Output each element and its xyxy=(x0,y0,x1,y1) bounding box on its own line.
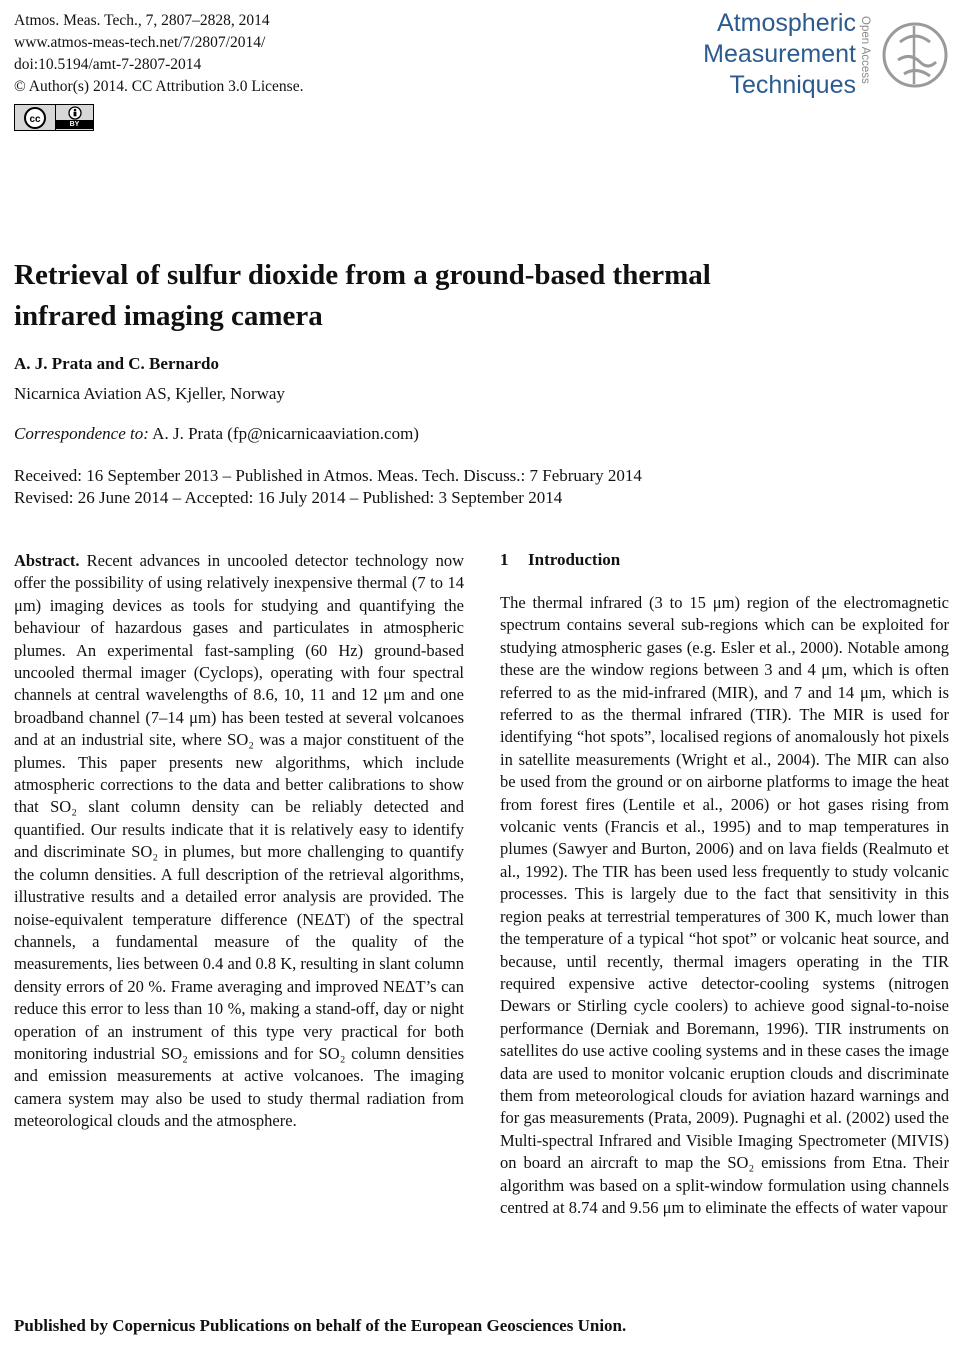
citation-line: Atmos. Meas. Tech., 7, 2807–2828, 2014 xyxy=(14,12,270,29)
open-access-label xyxy=(858,12,872,98)
citation-block xyxy=(14,10,303,98)
svg-text:cc: cc xyxy=(29,113,41,125)
journal-name-line: Techniques xyxy=(729,71,856,99)
authors: A. J. Prata and C. Bernardo xyxy=(14,354,219,373)
journal-name xyxy=(703,8,856,101)
affiliation: Nicarnica Aviation AS, Kjeller, Norway xyxy=(14,384,285,403)
cc-by-license-icon[interactable] xyxy=(14,104,94,131)
correspondence-value[interactable]: A. J. Prata (fp@nicarnicaaviation.com) xyxy=(148,424,419,443)
abstract-label: Abstract. xyxy=(14,551,80,570)
section-title: Introduction xyxy=(528,550,621,569)
egu-logo-icon xyxy=(880,12,950,98)
journal-url[interactable]: www.atmos-meas-tech.net/7/2807/2014/ xyxy=(14,34,266,51)
publisher-footer: Published by Copernicus Publications on behalf of the European Geosciences Union. xyxy=(14,1316,627,1335)
license-line: © Author(s) 2014. CC Attribution 3.0 License. xyxy=(14,78,304,95)
open-access-text: Open Access xyxy=(859,16,871,84)
article-title xyxy=(14,255,914,337)
section-number: 1 xyxy=(500,550,509,569)
by-label: BY xyxy=(56,120,93,129)
correspondence xyxy=(14,424,419,444)
title-line: Retrieval of sulfur dioxide from a ground-based thermal xyxy=(14,259,711,291)
journal-name-line: Atmospheric xyxy=(717,9,856,37)
cc-logo-icon xyxy=(15,105,55,130)
abstract-text: Recent advances in uncooled detector technology now offer the possibility of using relatively inexpensive thermal (7 to 14 μm) imaging devices as tools for studying and quantifying the behaviour of hazardous gases and particulates in atmospheric plumes. An experimental fast-sampling (60 Hz) ground-based uncooled thermal imager (Cyclops), operating with four spectral channels at central wavelengths of 8.6, 10, 11 and 12 μm and one broadband channel (7–14 μm) has been tested at several volcanoes and at an industrial site, where SO₂ was a major constituent of the plumes. This paper presents new algorithms, which include atmospheric corrections to the data and better calibrations to show that SO₂ slant column density can be reliably detected and quantified. Our results indicate that it is relatively easy to identify and discriminate SO₂ in plumes, but more challenging to quantify the column densities. A full description of the retrieval algorithms, illustrative results and a detailed error analysis are provided. The noise-equivalent temperature difference (NEΔT) of the spectral channels, a fundamental measure of the quality of the measurements, lies between 0.4 and 0.8 K, resulting in slant column density errors of 20 %. Frame averaging and improved NEΔT’s can reduce this error to less than 10 %, making a stand-off, day or night operation of an instrument of this type very practical for both monitoring industrial SO₂ emissions and for SO₂ column densities and emission measurements at active volcanoes. The imaging camera system may also be used to study thermal radiation from meteorological clouds and the atmosphere. xyxy=(14,551,464,1131)
abstract xyxy=(14,550,464,1133)
introduction-text: The thermal infrared (3 to 15 μm) region of the electromagnetic spectrum contains several sub-regions which can be exploited for studying atmospheric gases (e.g. Esler et al., 2000). Notable among these are the window regions between 3 and 4 μm, which is often referred to as the mid-infrared (MIR), and 7 and 14 μm, which is referred to as the thermal infrared (TIR). The MIR is used for identifying “hot spots”, localised regions of anomalously hot pixels in satellite measurements (Wright et al., 2004). The MIR can also be used from the ground or on airborne platforms to image the heat from forest fires (Lentile et al., 2006) or hot gases rising from volcanic vents (Francis et al., 1995) and to map temperatures in plumes (Sawyer and Burton, 2006) and on lava fields (Realmuto et al., 1992). The TIR has been used less frequently to study volcanic processes. This is largely due to the fact that sensitivity in this region peaks at terrestrial temperatures of 300 K, much lower than the temperature of a typical “hot spot” or volcanic heat source, and because, until recently, thermal imagers operating in the TIR required expensive active detector-cooling systems (nitrogen Dewars or Stirling cycle coolers) to achieve good signal-to-noise performance (Derniak and Boremann, 1996). TIR instruments on satellites do use active cooling systems and in these cases the image data are used to monitor volcanic eruption clouds and discriminate them from meteorological clouds for aviation hazard warnings and for gas measurements (Prata, 2009). Pugnaghi et al. (2002) used the Multi-spectral Infrared and Visible Imaging Spectrometer (MIVIS) on board an aircraft to map the SO₂ emissions from Etna. Their algorithm was based on a split-window formulation using channels centred at 8.74 and 9.56 μm to eliminate the effects of water vapour xyxy=(500,593,949,1217)
dates-line: Revised: 26 June 2014 – Accepted: 16 July 2014 – Published: 3 September 2014 xyxy=(14,488,563,507)
journal-name-line: Measurement xyxy=(703,40,856,68)
correspondence-label: Correspondence to: xyxy=(14,424,149,443)
dates-line: Received: 16 September 2013 – Published in Atmos. Meas. Tech. Discuss.: 7 February 2014 xyxy=(14,466,642,485)
doi[interactable]: doi:10.5194/amt-7-2807-2014 xyxy=(14,56,202,73)
section-heading xyxy=(500,550,620,570)
publication-dates xyxy=(14,465,642,509)
title-line: infrared imaging camera xyxy=(14,300,323,332)
by-attribution-icon xyxy=(55,105,93,130)
